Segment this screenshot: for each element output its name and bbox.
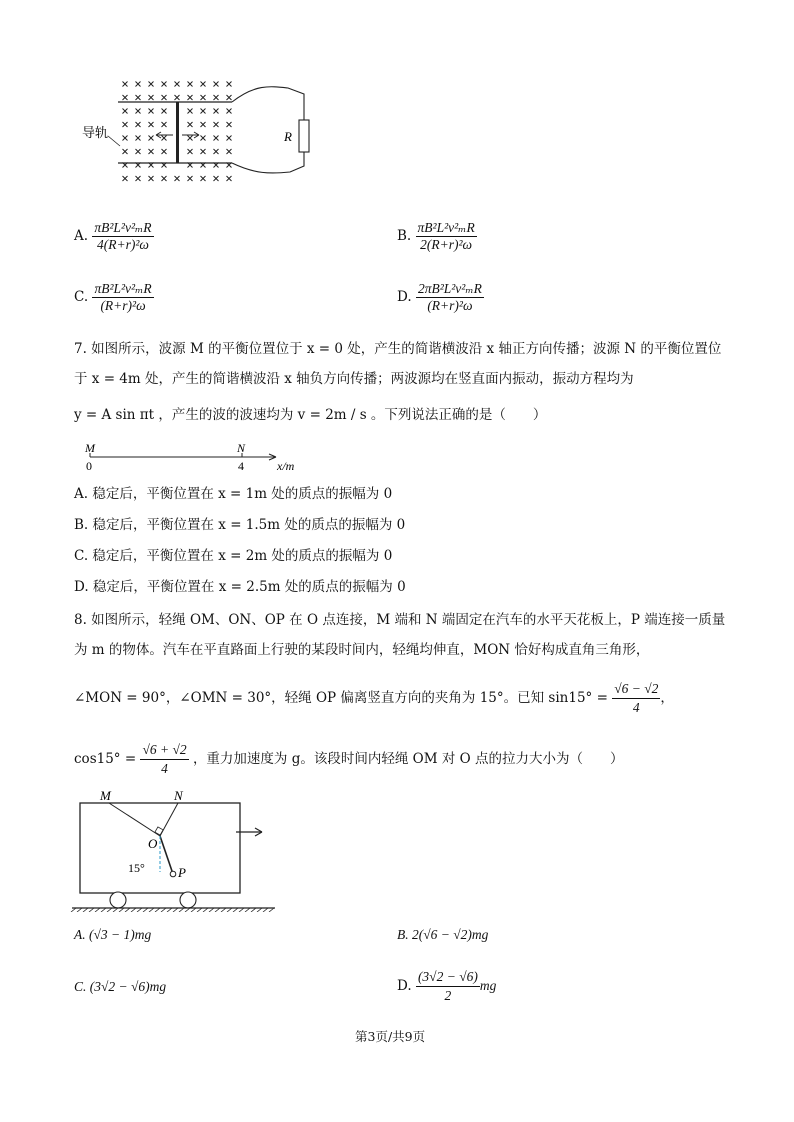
car-rope-figure	[70, 788, 280, 912]
resistor	[299, 120, 309, 152]
angle-label: 15°	[128, 861, 145, 875]
point-p-label: P	[178, 865, 186, 880]
q7-stem-line3: y = A sin πt ，产生的波的波速均为 v = 2m / s 。下列说法正确的是（ ）	[74, 407, 547, 423]
rail-label: 导轨	[82, 125, 109, 140]
tick-0-label: 0	[86, 459, 92, 473]
q8-stem-line2: 为 m 的物体。汽车在平直路面上行驶的某段时间内，轻绳均伸直，MON 恰好构成直角三角形，	[74, 642, 650, 658]
q7-x-axis-figure	[80, 438, 310, 474]
q7-option-b[interactable]: B. 稳定后，平衡位置在 x = 1.5m 处的质点的振幅为 0	[74, 517, 406, 533]
source-n-label: N	[237, 441, 246, 455]
q6-option-a[interactable]: A. $\frac{\text{πB²L²v²ₘR}}{\text{4(R+r)²ω}}$	[74, 220, 152, 252]
tick-4-label: 4	[238, 459, 244, 473]
q7-option-c[interactable]: C. 稳定后，平衡位置在 x = 2m 处的质点的振幅为 0	[74, 548, 393, 564]
q8-option-c[interactable]: C. (3√2 − √6)mg	[74, 979, 167, 994]
direction-arrow	[234, 826, 266, 838]
point-m-label: M	[100, 788, 111, 803]
conducting-rod	[176, 102, 179, 163]
q8-option-d[interactable]: D. $\frac{(3√2 - √6)}{2}$ mg	[397, 969, 497, 1003]
q7-option-d[interactable]: D. 稳定后，平衡位置在 x = 2.5m 处的质点的振幅为 0	[74, 579, 406, 595]
q8-option-b[interactable]: B. 2(√6 − √2)mg	[397, 927, 489, 942]
q8-stem-line1: 8. 如图所示，轻绳 OM、ON、OP 在 O 点连接，M 端和 N 端固定在汽车的水平天花板上，P 端连接一质量	[74, 612, 726, 628]
q6-option-c[interactable]: C. $\frac{\text{πB²L²v²ₘR}}{\text{(R+r)²ω}}$	[74, 281, 152, 313]
q8-option-a[interactable]: A. (√3 − 1)mg	[74, 927, 152, 942]
q8-stem-line4: cos15° = $\frac{√6 + √2}{4}$ ，重力加速度为 g。该段时间内轻绳 OM 对 O 点的拉力大小为（ ）	[74, 742, 624, 776]
q7-stem-line2: 于 x = 4m 处，产生的简谐横波沿 x 轴负方向传播；两波源均在竖直面内振动，振动方程均为	[74, 371, 634, 387]
object-p	[170, 871, 176, 877]
source-m-label: M	[85, 441, 95, 455]
q6-option-b[interactable]: B. $\frac{\text{πB²L²v²ₘR}}{\text{2(R+r)²ω}}$	[397, 220, 475, 252]
q7-stem-line1: 7. 如图所示，波源 M 的平衡位置位于 x = 0 处，产生的简谐横波沿 x 轴正方向传播；波源 N 的平衡位置位	[74, 341, 722, 357]
point-o-label: O	[148, 836, 158, 851]
rail-magnetic-field-figure	[70, 74, 320, 196]
axis-unit-label: x/m	[277, 459, 295, 473]
q6-option-d[interactable]: D. $\frac{\text{2πB²L²v²ₘR}}{\text{(R+r)²ω}}$	[397, 281, 482, 313]
page-footer: 第3页/共9页	[355, 1029, 426, 1044]
resistor-label: R	[284, 129, 292, 144]
point-n-label: N	[174, 788, 183, 803]
q7-option-a[interactable]: A. 稳定后，平衡位置在 x = 1m 处的质点的振幅为 0	[74, 486, 393, 502]
q8-stem-line3: ∠MON = 90°，∠OMN = 30°，轻绳 OP 偏离竖直方向的夹角为 15°。已知 sin15° = $\frac{√6 - √2}{4}$ ，	[74, 681, 674, 715]
